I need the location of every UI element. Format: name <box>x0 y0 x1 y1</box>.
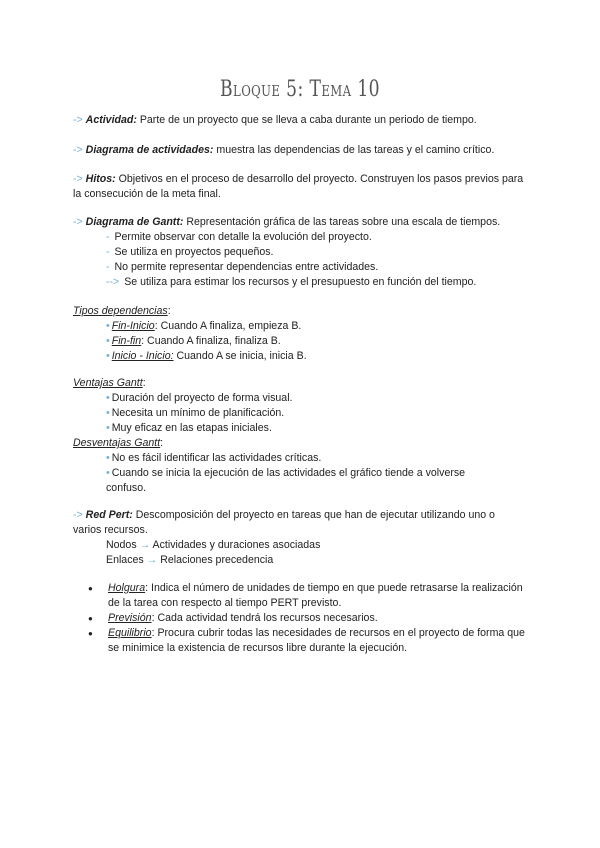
arrow-marker: --> <box>106 276 120 288</box>
list-item: • No es fácil identificar las actividades críticas. <box>106 452 322 464</box>
bullet-icon: • <box>106 467 110 479</box>
definition-actividad <box>73 113 533 128</box>
section-ventajas-gantt <box>73 376 533 496</box>
dash-marker: - <box>106 261 110 273</box>
arrow-right-icon: → <box>139 539 151 551</box>
pert-row-nodos: Nodos → Actividades y duraciones asociadas <box>106 539 321 551</box>
pert-row-enlaces: Enlaces → Relaciones precedencia <box>106 554 274 566</box>
section-tipos-dependencias <box>73 304 533 364</box>
definition-text: muestra las dependencias de las tareas y el camino crítico. <box>213 144 495 156</box>
bullet-icon: • <box>106 407 110 419</box>
arrow-icon: -> <box>73 114 83 126</box>
section-heading: Ventajas Gantt: <box>73 377 146 389</box>
arrow-icon: -> <box>73 173 83 185</box>
gantt-item: - Permite observar con detalle la evolución del proyecto. <box>106 231 372 243</box>
term-gantt: Diagrama de Gantt: <box>85 216 184 228</box>
definition-diagrama-actividades <box>73 143 533 158</box>
bullet-icon: • <box>106 335 110 347</box>
definition-text: Descomposición del proyecto en tareas que han de ejecutar utilizando uno o varios recursos. <box>73 509 495 536</box>
bullet-icon: • <box>106 452 110 464</box>
term-diagrama-actividades: Diagrama de actividades: <box>85 144 214 156</box>
definition-text: Representación gráfica de las tareas sobre una escala de tiempos. <box>183 216 501 228</box>
list-item: ● Holgura: Indica el número de unidades de tiempo en que puede retrasarse la realización de la tarea con respecto al tiempo PERT previsto. <box>73 581 528 611</box>
section-heading: Tipos dependencias: <box>73 305 171 317</box>
definition-red-pert <box>73 508 518 568</box>
list-item: • Necesita un mínimo de planificación. <box>106 407 285 419</box>
list-item: • Cuando se inicia la ejecución de las actividades el gráfico tiende a volverse confuso. <box>106 467 466 494</box>
pert-bullet-list <box>73 581 528 656</box>
gantt-item: - No permite representar dependencias entre actividades. <box>106 261 379 273</box>
bullet-icon: • <box>106 422 110 434</box>
dash-marker: - <box>106 231 110 243</box>
list-item: • Inicio - Inicio: Cuando A se inicia, inicia B. <box>106 350 307 362</box>
definition-text: Parte de un proyecto que se lleva a caba durante un periodo de tiempo. <box>136 114 477 126</box>
section-heading: Desventajas Gantt: <box>73 437 164 449</box>
list-item: • Duración del proyecto de forma visual. <box>106 392 293 404</box>
definition-hitos <box>73 172 533 202</box>
page-title: Bloque 5: Tema 10 <box>220 77 380 102</box>
term-actividad: Actividad: <box>85 114 137 126</box>
bullet-icon: • <box>106 350 110 362</box>
gantt-item: - Se utiliza en proyectos pequeños. <box>106 246 274 258</box>
bullet-icon: • <box>106 320 110 332</box>
list-item: • Muy eficaz en las etapas iniciales. <box>106 422 272 434</box>
arrow-right-icon: → <box>146 554 158 566</box>
list-item: ● Equilibrio: Procura cubrir todas las necesidades de recursos en el proyecto de forma que se minimice la existencia de recursos libre durante la ejecución. <box>73 626 528 656</box>
list-item: • Fin-fin: Cuando A finaliza, finaliza B. <box>106 335 281 347</box>
dash-marker: - <box>106 246 110 258</box>
arrow-icon: -> <box>73 509 83 521</box>
arrow-icon: -> <box>73 144 83 156</box>
definition-text: Objetivos en el proceso de desarrollo del proyecto. Construyen los pasos previos para la consecución de la meta final. <box>73 173 524 200</box>
term-red-pert: Red Pert: <box>85 509 133 521</box>
list-item: ● Previsión: Cada actividad tendrá los recursos necesarios. <box>73 611 528 626</box>
bullet-icon: • <box>106 392 110 404</box>
arrow-icon: -> <box>73 216 83 228</box>
gantt-item: --> Se utiliza para estimar los recursos y el presupuesto en función del tiempo. <box>106 276 477 288</box>
term-hitos: Hitos: <box>85 173 116 185</box>
definition-gantt <box>73 215 533 290</box>
list-item: • Fin-Inicio: Cuando A finaliza, empieza B. <box>106 320 302 332</box>
